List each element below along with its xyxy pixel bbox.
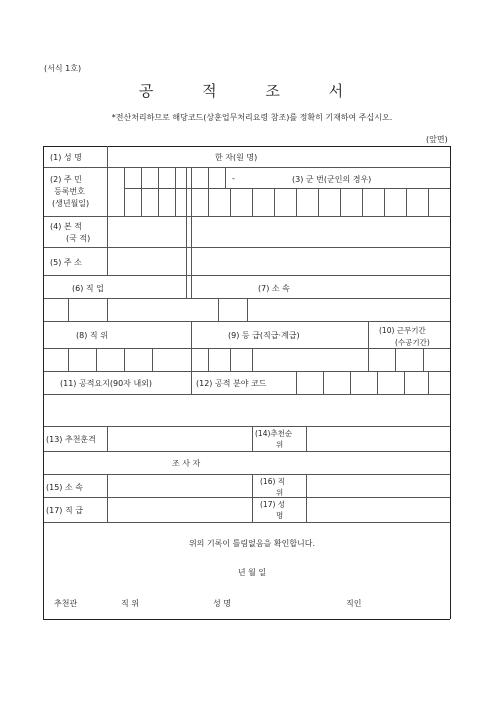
label-service-period-2: (수공기간) xyxy=(395,338,430,347)
signer-recommender: 추천관 xyxy=(54,599,78,608)
confirmation-text: 위의 기록이 틀림없음을 확인합니다. xyxy=(188,539,316,548)
label-inv-name-2: 명 xyxy=(276,511,284,520)
label-grade: (9) 등 급(직급·계급) xyxy=(228,331,300,340)
label-investigator: 조 사 자 xyxy=(172,459,201,468)
page-side-label: (앞면) xyxy=(426,135,448,144)
label-inv-position-1: (16) 직 xyxy=(260,477,286,486)
ssn-dash: - xyxy=(232,174,235,183)
form-number: (서식 1호) xyxy=(44,64,82,73)
label-merit-code: (12) 공적 분야 코드 xyxy=(196,379,267,388)
date-line: 년 월 일 xyxy=(237,568,267,577)
label-ssn-1: (2) 주 민 xyxy=(50,175,82,184)
signer-seal: 직인 xyxy=(346,599,362,608)
signer-position: 직 위 xyxy=(121,599,139,608)
page-title: 공 적 조 서 xyxy=(138,82,366,100)
signer-name: 성 명 xyxy=(213,599,231,608)
label-recommend-rank-2: 위 xyxy=(276,440,284,449)
label-domicile-2: (국 적) xyxy=(66,234,91,243)
label-recommended-award: (13) 추천훈격 xyxy=(46,435,96,444)
label-ssn-2: 등록번호 xyxy=(54,187,85,196)
notice-text: *전산처리하므로 해당코드(상훈업무처리요령 참조)를 정확히 기재하여 주십시오. xyxy=(111,113,393,122)
label-affiliation: (7) 소 속 xyxy=(258,284,290,293)
label-recommend-rank-1: (14)추천순 xyxy=(255,429,293,438)
label-position: (8) 직 위 xyxy=(76,331,108,340)
label-inv-rank: (17) 직 급 xyxy=(46,506,83,515)
label-hanja-name: 한 자(원 명) xyxy=(215,153,258,162)
label-name: (1) 성 명 xyxy=(50,153,82,162)
label-service-period-1: (10) 근무기간 xyxy=(379,326,426,335)
label-address: (5) 주 소 xyxy=(50,258,82,267)
label-merit-summary: (11) 공적요지(90자 내외) xyxy=(60,379,153,388)
label-inv-position-2: 위 xyxy=(276,488,284,497)
label-military-no: (3) 군 번(군인의 경우) xyxy=(292,175,372,184)
label-occupation: (6) 직 업 xyxy=(72,284,104,293)
label-inv-name-1: (17) 성 xyxy=(260,500,286,509)
label-domicile-1: (4) 본 적 xyxy=(50,222,82,231)
label-ssn-3: (생년월일) xyxy=(52,199,90,208)
label-inv-affiliation: (15) 소 속 xyxy=(46,483,83,492)
